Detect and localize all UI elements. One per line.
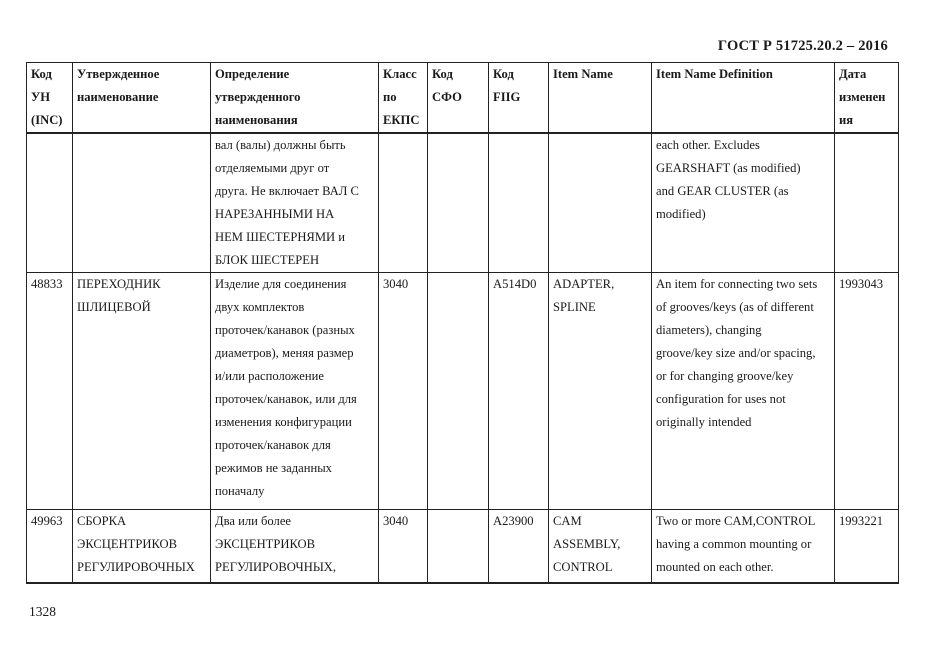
cell-fiig-code bbox=[489, 133, 549, 273]
table-row bbox=[27, 133, 899, 273]
cell-definition: Два или более ЭКСЦЕНТРИКОВ РЕГУЛИРОВОЧНЫХ, bbox=[211, 510, 379, 583]
cell-definition: вал (валы) должны быть отделяемыми друг от друга. Не включает ВАЛ С НАРЕЗАННЫМИ НА НЕМ ШЕСТЕРНЯМИ и БЛОК ШЕСТЕРЕН bbox=[211, 133, 379, 273]
col-header-definition: Определение утвержденного наименования bbox=[211, 63, 379, 134]
col-header-ekps-class: Класс по ЕКПС bbox=[379, 63, 428, 134]
cell-item-name: ADAPTER, SPLINE bbox=[549, 273, 652, 510]
cell-definition: Изделие для соединения двух комплектов проточек/канавок (разных диаметров), меняя размер и/или расположение проточек/канавок, или для изменения конфигурации проточек/канавок для режимов не заданных поначалу bbox=[211, 273, 379, 510]
col-header-change-date: Дата изменен ия bbox=[835, 63, 899, 134]
col-header-approved-name: Утвержденное наименование bbox=[73, 63, 211, 134]
cell-approved-name: СБОРКА ЭКСЦЕНТРИКОВ РЕГУЛИРОВОЧНЫХ bbox=[73, 510, 211, 583]
catalog-table bbox=[26, 62, 899, 584]
cell-sfo-code bbox=[428, 510, 489, 583]
header-row bbox=[27, 63, 899, 134]
cell-change-date: 1993043 bbox=[835, 273, 899, 510]
cell-inc: 49963 bbox=[27, 510, 73, 583]
col-header-inc: Код УН (INC) bbox=[27, 63, 73, 134]
cell-fiig-code: A23900 bbox=[489, 510, 549, 583]
cell-item-name bbox=[549, 133, 652, 273]
col-header-fiig-code: Код FIIG bbox=[489, 63, 549, 134]
cell-fiig-code: A514D0 bbox=[489, 273, 549, 510]
cell-sfo-code bbox=[428, 133, 489, 273]
cell-change-date: 1993221 bbox=[835, 510, 899, 583]
col-header-sfo-code: Код СФО bbox=[428, 63, 489, 134]
table-row bbox=[27, 273, 899, 510]
col-header-item-name: Item Name bbox=[549, 63, 652, 134]
cell-inc bbox=[27, 133, 73, 273]
cell-sfo-code bbox=[428, 273, 489, 510]
cell-ekps-class: 3040 bbox=[379, 510, 428, 583]
cell-ekps-class: 3040 bbox=[379, 273, 428, 510]
table-row bbox=[27, 510, 899, 583]
cell-item-definition: each other. Excludes GEARSHAFT (as modified) and GEAR CLUSTER (as modified) bbox=[652, 133, 835, 273]
cell-approved-name: ПЕРЕХОДНИК ШЛИЦЕВОЙ bbox=[73, 273, 211, 510]
cell-item-name: CAM ASSEMBLY, CONTROL bbox=[549, 510, 652, 583]
cell-inc: 48833 bbox=[27, 273, 73, 510]
cell-change-date bbox=[835, 133, 899, 273]
cell-item-definition: Two or more CAM,CONTROL having a common mounting or mounted on each other. bbox=[652, 510, 835, 583]
page-number: 1328 bbox=[29, 604, 56, 619]
document-code: ГОСТ Р 51725.20.2 – 2016 bbox=[717, 38, 888, 54]
cell-approved-name bbox=[73, 133, 211, 273]
cell-item-definition: An item for connecting two sets of grooves/keys (as of different diameters), changing groove/key size and/or spacing, or for changing groove/key configuration for uses not originally intended bbox=[652, 273, 835, 510]
cell-ekps-class bbox=[379, 133, 428, 273]
col-header-item-definition: Item Name Definition bbox=[652, 63, 835, 134]
